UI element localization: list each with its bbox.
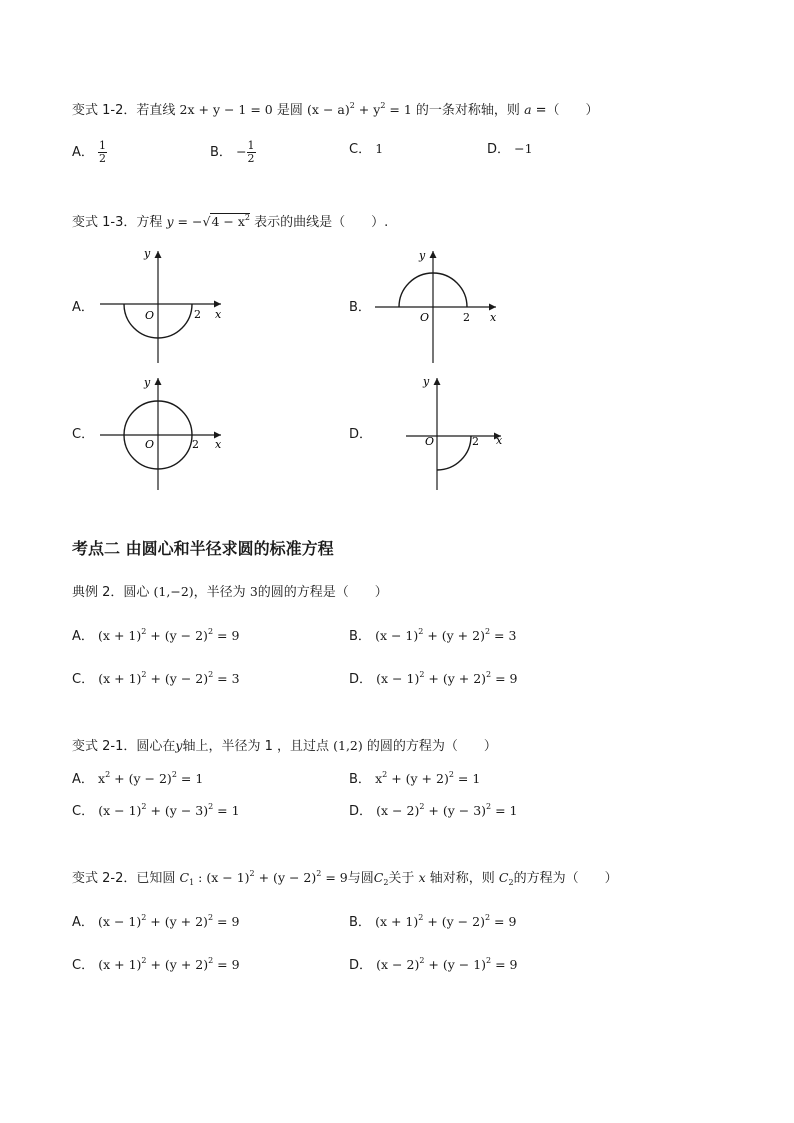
origin-label: O (425, 435, 435, 448)
tick-label: 2 (463, 311, 470, 324)
origin-label: O (145, 438, 155, 451)
axis-name: x (418, 870, 426, 885)
option-c[interactable] (349, 140, 383, 159)
option-equation: $x^2 + (y + 2)^2 = 1$ (375, 770, 481, 786)
option-label: A． (72, 145, 94, 160)
option-value: −1 (514, 141, 533, 156)
option-label: C． (72, 804, 95, 819)
graph-option-b-label[interactable]: B． (349, 300, 371, 315)
option-b[interactable] (349, 913, 516, 932)
option-equation: $x^2 + (y - 2)^2 = 1$ (98, 770, 204, 786)
question-v1-2 (72, 101, 599, 120)
option-equation: $(x - 1)^2 + (y + 2)^2 = 9$ (98, 913, 240, 929)
option-label: B． (349, 915, 371, 930)
quarter-circle (437, 436, 471, 470)
point-coordinates: (1,2) (333, 738, 363, 753)
question-lead: 变式 1-3．方程 (72, 215, 163, 230)
question-text: 轴对称，则 (429, 871, 495, 886)
question-v2-1 (72, 737, 497, 756)
question-text: 轴上，半径为 1 ，且过点 (182, 739, 329, 754)
option-d[interactable] (349, 956, 518, 975)
option-label: D． (349, 672, 373, 687)
question-ex-2 (72, 583, 388, 602)
answer-blank: =（ ） (531, 103, 599, 118)
tick-label: 2 (472, 435, 479, 448)
circle-c1-equation: $C_1$ : $(x - 1)^2 + (y - 2)^2 = 9$ (179, 869, 348, 887)
x-axis-label: x (215, 308, 222, 321)
option-equation: $(x + 1)^2 + (y - 2)^2 = 9$ (98, 627, 240, 643)
option-equation: $(x - 2)^2 + (y - 3)^2 = 1$ (376, 802, 518, 818)
curve-equation: y = − (166, 214, 203, 229)
fraction: $\frac{1}{2}$ (99, 139, 107, 165)
question-lead: 典例 2．圆心 (72, 585, 150, 600)
option-a[interactable] (72, 140, 107, 165)
question-text: 与圆 (347, 871, 374, 886)
question-v1-3 (72, 213, 388, 232)
option-label: B． (349, 772, 371, 787)
option-equation: $(x - 2)^2 + (y - 1)^2 = 9$ (376, 956, 518, 972)
y-axis-label: y (419, 249, 426, 262)
origin-label: O (420, 311, 430, 324)
option-b[interactable] (349, 627, 516, 646)
graph-option-d-label[interactable]: D． (349, 427, 373, 442)
tick-label: 2 (192, 438, 199, 451)
minus-sign: − (236, 144, 247, 159)
graph-option-a-label[interactable]: A． (72, 300, 94, 315)
option-c[interactable] (72, 802, 240, 821)
section-title: 考点二 由圆心和半径求圆的标准方程 (72, 539, 334, 558)
graph-d[interactable] (370, 372, 510, 492)
graph-a[interactable] (95, 245, 230, 365)
question-text: 表示的曲线是（ ）. (254, 215, 389, 230)
option-equation: $(x + 1)^2 + (y + 2)^2 = 9$ (98, 956, 240, 972)
option-d[interactable] (349, 670, 518, 689)
option-b[interactable] (210, 140, 256, 165)
option-label: D． (349, 958, 373, 973)
option-value: 1 (375, 141, 384, 156)
question-text: 的圆的方程为（ ） (366, 739, 497, 754)
option-label: B． (349, 629, 371, 644)
radius-value: 3 (249, 584, 258, 599)
option-label: B． (210, 145, 232, 160)
option-equation: $(x + 1)^2 + (y - 2)^2 = 3$ (98, 670, 240, 686)
question-lead: 变式 2-1．圆心在 (72, 739, 176, 754)
x-axis-label: x (215, 438, 222, 451)
origin-label: O (145, 309, 155, 322)
circle-c2-name: $C_2$ (373, 870, 389, 887)
question-text: ，半径为 (193, 585, 246, 600)
question-lead: 变式 1-2．若直线 (72, 103, 176, 118)
option-label: A． (72, 772, 94, 787)
graph-c[interactable] (95, 372, 230, 492)
fraction: $\frac{1}{2}$ (247, 139, 255, 165)
line-equation: 2x + y − 1 = 0 (179, 102, 273, 117)
option-d[interactable] (487, 140, 533, 159)
sqrt-expression: $√4 - x^2$ (202, 213, 250, 229)
option-c[interactable] (72, 956, 240, 975)
option-label: D． (349, 804, 373, 819)
circle-c2-name: $C_2$ (498, 870, 514, 887)
option-equation: $(x + 1)^2 + (y - 2)^2 = 9$ (375, 913, 517, 929)
axis-name: y (175, 738, 183, 753)
question-text: 关于 (388, 871, 415, 886)
y-axis-label: y (144, 247, 151, 260)
option-b[interactable] (349, 770, 480, 789)
question-text: 的圆的方程是（ ） (257, 585, 388, 600)
y-axis-label: y (144, 376, 151, 389)
option-label: C． (349, 142, 372, 157)
option-d[interactable] (349, 802, 518, 821)
x-axis-label: x (496, 434, 503, 447)
variable-a: a (524, 102, 532, 117)
option-label: A． (72, 915, 94, 930)
y-axis-label: y (423, 375, 430, 388)
option-a[interactable] (72, 913, 239, 932)
option-label: C． (72, 672, 95, 687)
circle-center: (1,−2) (153, 584, 194, 599)
option-c[interactable] (72, 670, 240, 689)
option-equation: $(x - 1)^2 + (y + 2)^2 = 3$ (375, 627, 517, 643)
option-equation: $(x - 1)^2 + (y + 2)^2 = 9$ (376, 670, 518, 686)
option-a[interactable] (72, 770, 203, 789)
option-a[interactable] (72, 627, 239, 646)
question-text: 的方程为（ ） (513, 871, 618, 886)
option-label: A． (72, 629, 94, 644)
circle-equation: $(x - a)^2 + y^2 = 1$ (307, 101, 412, 117)
option-equation: $(x - 1)^2 + (y - 3)^2 = 1$ (98, 802, 240, 818)
question-v2-2 (72, 869, 618, 888)
tick-label: 2 (194, 308, 201, 321)
graph-b[interactable] (370, 245, 505, 365)
question-text: 是圆 (276, 103, 303, 118)
question-text: 的一条对称轴，则 (415, 103, 520, 118)
option-label: C． (72, 958, 95, 973)
graph-option-c-label[interactable]: C． (72, 427, 95, 442)
question-lead: 变式 2-2．已知圆 (72, 871, 176, 886)
option-label: D． (487, 142, 511, 157)
x-axis-label: x (490, 311, 497, 324)
